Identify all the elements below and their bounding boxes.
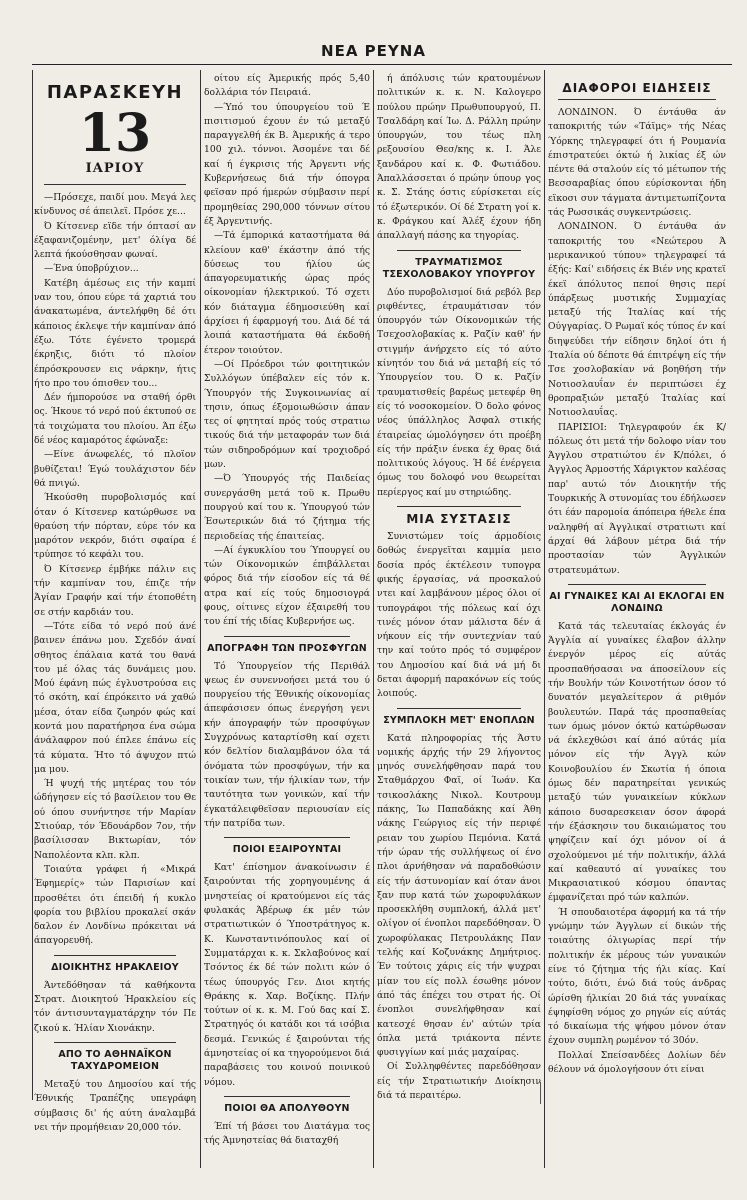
article-paragraph: —Αί έγκυκλίου του Ύπουργεί ου τών Οίκονομικών έπιβάλλεται φόρος διά τήν είσοδον είς τά θέ ατρα καί είς τούς δημοσιογρά φους, οίτινες είχον έξαιρεθή του του έπί τής ιδίας Κυβερνήσε ως. bbox=[204, 544, 370, 628]
divider bbox=[397, 708, 521, 709]
article-paragraph: Έπί τή βάσει του Διατάγμα τος τής Άμνηστείας θά διαταχθή bbox=[204, 1120, 370, 1147]
headline: ΔΙΟΙΚΗΤΗΣ ΗΡΑΚΛΕΙΟΥ bbox=[51, 961, 179, 973]
divider bbox=[54, 1042, 176, 1043]
divider bbox=[397, 506, 521, 507]
headline: ΑΠΟΓΡΑΦΗ ΤΩΝ ΠΡΟΣΦΥΓΩΝ bbox=[207, 642, 367, 654]
article-paragraph: Τό Ύπουργείον τής Περιθάλ ψεως έν συνεννοήσει μετά του ύ πουργείου τής Έθνικής οίκονομίας άπεφάσισεν όπως ένεργήση γενι κήν άπογραφήν τών προσφύγων Συγχρόνως καταρτίσθη καί σχετι κόν δελτίον διαλαμβάνον όλα τά όνόματα τών προσφύγων, τήν κα τοικίαν των, τήν ήλικίαν των, τήν ταυτότητα των γονικών, καί τήν έγκατάλειφθεϊσαν περιουσίαν είς τήν πατρίδα των. bbox=[204, 660, 370, 829]
column-3 bbox=[377, 72, 541, 1192]
article-paragraph: Κατά τάς τελευταίας έκλογάς έν Άγγλία αί γυναίκες έλαβον άλλην ένεργόν μέρος είς αύτάς προσπαθήσασαι να άποσείλουν είς τήν Βουλήν τών Κοινοτήτων όσον τό δυνατόν μεγαλείτερον ά ριθμόν βουλευτών. Παρά τάς προσπαθείας των όμως μόνον όκτώ κατώρθωσαν νά έκλεχθώσι καί άπό αύτάς μία μόνον είς τήν Άγγλ κών Κοινοβουλίου έν Σκωτία ή όποια όμως δέν παρατηρείται γενικώς μεταξύ τών γυναικείων κύκλων κάποιο δυσαρεσκειαν όσον άφορά τήν έξάσκησιν του δικαιώματος του ψηφίζειν καί όχι μόνον οί ά σχολούμενοι μέ τήν πολιτικήν, άλλά καί καθεαυτό αί γυναίκες του Μικρασιατικού κόσμου όπαντας έμφανίζεται πρό τών καλπών. bbox=[548, 620, 726, 904]
article-paragraph: οίτου είς Άμερικής πρός 5,40 δολλάρια τόν Πειραιά. bbox=[204, 73, 370, 99]
headline: ΣΥΜΠΛΟΚΗ ΜΕΤ' ΕΝΟΠΛΩΝ bbox=[383, 714, 535, 726]
article-paragraph: —Ύπό του ύπουργείου τοϋ Έ πισιτισμού έχουν έν τώ μεταξύ παραγγελθή έκ Β. Άμερικής ά τερο 100 χιλ. τόννοι. Άσομένε ται δέ καί ή έγκρισις τής Άργεντι νής Κυβερνήσεως διά τήν όπογρα φεϊσαν πρό ήμερών σύμβασιν περί προμηθείας 290,000 τόννων σίτου έξ Άργεντινής. bbox=[204, 101, 370, 227]
article-paragraph: Συνιστώμεν τοίς άρμοδίοις δοθώς ένεργεϊται καμμία μειο δοσία πρός έκτέλεσιν τυπογρα φικής έργασίας, νά προσκαλού ντει καί λαμβάνουν μέρος όλοι οί τυπογράφοι τής πόλεως καί όχι τινές μόνον όταν μάλιστα δέν ά νήκουν είς τήν συντεχνίαν ταύ την καί τούτο πρός τό συμφέρον του Δημοσίου καί διά νά μή δι δεται άφορμή παρακόνων είς τούς λοιπούς. bbox=[377, 531, 541, 700]
date-day: ΠΑΡΑΣΚΕΥΗ bbox=[46, 82, 184, 103]
article-paragraph: Μεταξύ του Δημοσίου καί τής Έθνικής Τραπέζης υπεγράφη σύμβασις δι' ής αύτη άναλαμβά νει τήν προμήθειαν 20,000 τόν. bbox=[34, 1078, 196, 1133]
article-paragraph: ή άπόλυσις τών κρατουμένων πολιτικών κ. κ. Ν. Καλογερο πούλου πρώην Πρωθυπουργού, Π. Τσαλδάρη καί Ίω. Δ. Ράλλη πρώην ύπουργών, του τέως πλη ρεξουσίου Θεσ/κης κ. Ι. Άλε ξανδάρου καί κ. Φ. Φωτιάδου. Άπαλλάσσεται ό πρώην ύπουρ γος κ. Σ. Στάης όστις εύρίσκεται είς τό έξωτερικόν. Οί δέ Στρατη γοί κ. κ. Φράγκου καί Άλέξ έχουν ήδη άπαλλαγή πάσης κα τηγορίας. bbox=[377, 73, 541, 242]
story-paragraph: Ό Κίτσενερ έμβήκε πάλιν εις τήν καμπίναν του, έπιζε τήν Άγίαν Γραφήν καί τήν έτοποθέτη σε στήν καρδιάν του. bbox=[34, 563, 196, 618]
news-item: ΛΟΝΔΙΝΟΝ. Ό έντάυθα άν ταποκριτής του «Νεώτερου Ά μερικανικού τύπου» τηλεγραφεί τά έξής: Καί' ειδήσεις έκ Βιέν νης κρατεϊ έκεϊ άπόλυτος πεποί θησις περί ύπάρξεως μυστικής Συμμαχίας μεταξύ τής Ίταλίας καί τής Ούγγαρίας. Ό Ρωμαϊ κός τύπος έν καί διηψεύδει τήν είδησιν δηλοί ότι ή Ίταλία ού δέποτε θά έπιτρέψη είς τήν Τσε χοσλοβακίαν νά βοηθήση τήν Νοτιοσλαυΐαν έν περιπτώσει έχ θροπραξιών μεταξύ Ίταλίας καί Νοτιοσλαυΐας. bbox=[548, 221, 726, 419]
story-paragraph: Ό Κίτσενερ εϊδε τήν όπτασί αν έξαφανιζομένην, μετ' όλίγα δέ λεπτά ήκούσθησαν φωναί. bbox=[34, 220, 196, 261]
headline: ΔΙΑΦΟΡΟΙ ΕΙΔΗΣΕΙΣ bbox=[562, 81, 712, 95]
headline: ΑΙ ΓΥΝΑΙΚΕΣ ΚΑΙ ΑΙ ΕΚΛΟΓΑΙ ΕΝ ΛΟΝΔΙΝΩ bbox=[549, 590, 725, 614]
column-rule bbox=[544, 70, 545, 1168]
column-rule bbox=[32, 70, 33, 1100]
column-rule bbox=[200, 70, 201, 1168]
headline: ΤΡΑΥΜΑΤΙΣΜΟΣ ΤΣΕΧΟΛΟΒΑΚΟΥ ΥΠΟΥΡΓΟΥ bbox=[382, 256, 536, 280]
headline: ΑΠΟ ΤΟ ΑΘΗΝΑΪΚΟΝ ΤΑΧΥΔΡΟΜΕΙΟΝ bbox=[58, 1048, 172, 1072]
column-2 bbox=[204, 72, 370, 1192]
story-paragraph: —Τότε είδα τό νερό πού άνέ βαινεν έπάνω μου. Σχεδόν άναί σθητος έπάλαια κατά του θανά του μέ όλας τάς δυνάμεις μου. Μού έφάνη πώς έγλυστρούσα εις τό σκότη, καί έπρόκειτο νά χαθώ μέσα, όταν είδα ζωηρόν φώς καί κοντά μου παρατήρησα ένα σώμα άνάλαφρον πού έπλεε έπάνω είς τά κύματα. Ήτο τό άψυχον πτώ μα μου. bbox=[34, 620, 196, 775]
article-paragraph: Κατ' έπίσημον άνακοίνωσιν έ ξαιρούνται τής χορηγουμένης ά μνηστείας οί κρατούμενοι είς τάς φυλακάς Άβέρωφ έκ μέν τών στρατιωτικών ό Ύποστράτηγος κ. Κ. Κωνσταντινόπουλος καί οί Συμματάρχαι κ. κ. Σκλαβούνος καί Τσόντος έκ δέ τών πολιτι κών ό τέως ύπουργός Γεν. Διοι κητής Θράκης κ. Χαρ. Βοζίκης. Πλήν τούτων οί κ. κ. Μ. Γού δας καί Σ. Στρατηγός όι κατάδι κοι τά ισόβια δεσμά. Γενικώς έ ξαιρούνται τής άμνηστείας οί κα τηγορούμενοι διά παραβάσεις του κοινού ποινικού νόμου. bbox=[204, 862, 370, 1088]
story-paragraph: Ή ψυχή τής μητέρας του τόν ώδήγησεν είς τό βασίλειον του Θε ού όπου συνήντησε τήν Μαρίαν Στιούαρ, τόν Έδουάρδον 7ον, τήν βασίλισσαν Βικτωρίαν, τόν Ναπολέοντα κλπ. κλπ. bbox=[34, 778, 196, 861]
news-item: ΛΟΝΔΙΝΟΝ. Ό έντάυθα άν ταποκριτής τών «Τάϊμς» τής Νέας Ύόρκης τηλεγραφεί ότι ή Ρουμανία έπιστρατεύει όκτώ ή λικίας έξ ών πέντε θά σταλούν είς τό μέτωπον τής Βεσσαραβίας όπου εύρίσκονται ήδη εϊκοσι συν τάγματα άντιμετωπίζοντα τάς Ρωσσικάς συγκεντρώσεις. bbox=[548, 107, 726, 219]
article-paragraph: —Ό Ύπουργός τής Παιδείας συνεργάσθη μετά τοϋ κ. Πρωθυ πουργού καί του κ. Ύπουργού τών Έσωτερικών διά τό ζήτημα τής περιοδείας τής έπαιτείας. bbox=[204, 473, 370, 542]
divider bbox=[224, 837, 350, 838]
divider bbox=[224, 1096, 350, 1097]
article-paragraph: —Τά έμπορικά καταστήματα θά κλείουν καθ' έκάστην άπό τής δύσεως του ήλίου ώς άπαγορευματικής ώρας πρός οίκονομίαν ήλεκτρικού. Τό σχετι κόν διάταγμα έδημοσιεύθη καί άρχίσει ή έφαρμογή του. Διά δέ τά λοιπά καταστήματα θά έκδοθή έτερον τοιούτον. bbox=[204, 230, 370, 356]
date-month: ΙΑΡΙΟΥ bbox=[85, 161, 145, 176]
story-paragraph: —Είνε άνωφελές, τό πλοϊον βυθίζεται! Έγώ τουλάχιστον δέν θά πνιγώ. bbox=[34, 449, 196, 489]
divider bbox=[54, 955, 176, 956]
story-paragraph: Ήκούσθη πυροβολισμός καί όταν ό Κίτσενερ κατώρθωσε να θραύση τήν πόρταν, εύρε τόν κα μαρότον νεκρόν, διότι σφαίρα έ τρύπησε τό κεφάλι του. bbox=[34, 492, 196, 561]
masthead-title: ΝΕΑ ΡΕΥΝΑ bbox=[321, 42, 426, 60]
headline: ΠΟΙΟΙ ΘΑ ΑΠΟΛΥΘΟΥΝ bbox=[224, 1102, 350, 1114]
column-4 bbox=[548, 72, 726, 1192]
divider bbox=[397, 250, 521, 251]
column-1 bbox=[34, 72, 196, 1192]
news-item: ΠΑΡΙΣΙΟΙ: Τηλεγραφούν έκ Κ/πόλεως ότι μετά τήν δολοφο νίαν του Άγγλου στρατιώτου έν Κ/πόλει, ό Άγγλος Άρμοστής Χάριγκτον καλέσας παρ' αυτώ τόν Διοικητήν τής Τουρκικής Ά στυνομίας του έδήλωσεν ότι έάν παρομοία άπόπειρα ήθελε έπα ναληφθή αί Άγγλικαί στρατιωτι καί άρχαί θά λάβουν μέτρα διά τήν προστασίαν τών Άγγλικών στρατευμάτων. bbox=[548, 421, 726, 576]
margin-mark bbox=[540, 1082, 544, 1104]
headline: ΠΟΙΟΙ ΕΞΑΙΡΟΥΝΤΑΙ bbox=[232, 844, 342, 856]
column-rule bbox=[373, 70, 374, 1168]
article-paragraph: Άντεδόθησαν τά καθήκοντα Στρατ. Διοικητού Ήρακλείου είς τόν άντισυνταγματάρχην τόν Πε ζικού κ. Ήλίαν Χιονάκην. bbox=[34, 979, 196, 1034]
story-paragraph: —Ένα ύποβρύχιον... bbox=[44, 263, 139, 275]
story-paragraph: Τοιαύτα γράφει ή «Μικρά Έφημερίς» τών Παρισίων καί προσθέτει ότι έπειδή ή κυκλο φορία του βιβλίου προκαλεί σκάν δαλον έν Λονδίνω πρόκειται νά άπαγορευθή. bbox=[34, 863, 196, 947]
divider bbox=[224, 636, 350, 637]
story-paragraph: Δέν ήμπορούσε να σταθή όρθι ος. Ήκουε τό νερό πού έκτυπού σε τά τοιχώματα του πλοίου. Άπ έξω δέ νέος καμαρότος έφώναξε: bbox=[34, 392, 196, 447]
divider bbox=[568, 584, 706, 585]
story-paragraph: Κατέβη άμέσως εις τήν καμπί ναν του, όπου εύρε τά χαρτιά του άνακατωμένα, άντελήφθη δέ ότι κάποιος έκλεψε τήν καμπίναν άπό έξω. Τότε έγένετο τρομερά έκρηξις, διότι τό πλοίον έπρόσκρουσεν εις νάρκην, ήτις ήτο προ του όπισθεν του... bbox=[34, 277, 196, 389]
date-number: 13 bbox=[78, 103, 152, 164]
article-paragraph: Οί Συλληφθέντες παρεδόθησαν είς τήν Στρατιωτικήν Διοίκησιν διά τά περαιτέρω. bbox=[377, 1061, 541, 1101]
headline: ΜΙΑ ΣΥΣΤΑΣΙΣ bbox=[406, 512, 512, 527]
story-paragraph: —Πρόσεχε, παιδί μου. Μεγά λες κίνδυνος σέ άπειλεϊ. Πρόσε χε... bbox=[34, 192, 196, 218]
masthead-rule bbox=[32, 64, 732, 65]
article-paragraph: Ή σπουδαιοτέρα άφορμή κα τά τήν γνώμην τών Άγγλων εί δικών τής τοιαύτης όλιγωρίας περί τήν πολιτικήν έκ μέρους τών γυναικών είνε τό ζήτημα τής ήλι κίας. Καί τούτο, διότι, ένώ διά τούς άνδρας ώρίσθη ήλικίαι 20 διά τάς γυναίκας έψηφίσθη νόμος χο ρηγών είς αύτάς τό δικαίωμα τής ψήφου μόνον όταν έχουν συμπλη ρωμένον τό 30όν. bbox=[548, 906, 726, 1047]
article-paragraph: Κατά πληροφορίας τής Άστυ νομικής άρχής τήν 29 λήγοντος μηνός συνελήφθησαν παρά του Σταθμάρχου Φαϊ, οί Ίωάν. Κα τσικοσλάκης Νικολ. Κουτρουμ πάκης, Ίω Παπαδάκης καί Άθη νάκης Γεώργιος είς τήν περιφέ ρειαν του χωρίου Πεμόνια. Κατά τήν ώραν τής συλλήψεως οί ένο πλοι άρνήθησαν νά παραδοθώσιν είς τήν άστυνομίαν καί όταν άνοι ξαν πυρ κατά τών χωροφυλάκων προσεκλήθη συμπλοκή, άλλά μετ' ολίγον οί ένοπλοι παρεδόθησαν. Ό χωροφύλακας Πετρουλάκης Παν τελής καί Κοζυνάκης Δημήτριος. Έν τούτοις χάρις είς τήν ψυχραι μίαν του είς πολλ έσωθηε μόνον άπό τάς έπέχει του στρατ ής. Οί ένοπλοι συνελήφθησαν καί κατεσχέ θησαν έν' αύτών τρία όπλα μετά τριάκοντα πέντε φυσιγγίων καί μιάς μαχαίρας. bbox=[377, 732, 541, 1059]
article-paragraph: Πολλαί Σπείσανδέες Δολίων δέν θέλουν νά όμολογήσουν ότι είναι bbox=[548, 1049, 726, 1075]
article-paragraph: Δύο πυροβολισμοί διά ρεβόλ βερ ριφθέντες, έτραυμάτισαν τόν ύπουργόν τών Οίκονομικών τής Τσεχοσλοβακίας κ. Ραζίν καθ' ήν στιγμήν άνήρχετο είς τό αύτο κίνητόν του διά νά μεταβή είς τό Ύπουργείον του. Ό κ. Ραζίν τραυματισθείς βαρέως μετεφέρ θη είς τό νοσοκομείον. Ό δολο φόνος νέος ύπάλληλος Άσφαλ στικής έταιρείας ώμολόγησεν ότι προέβη είς τήν πράξιν ένεκα έχ θρας διά πολιτικούς λόγους. Ή δέ ένέργεια όμως του δολοφό νου θεωρείται περίεργος καί μυ στηριώδης. bbox=[377, 286, 541, 498]
article-paragraph: —Οί Πρόεδροι τών φοιτητικών Συλλόγων ύπέβαλεν είς τόν κ. Ύπουργόν τής Συγκοινωνίας αί τησιν, όπως έξομοιωθώσιν άπαν τες οί φητηταί πρός τούς στρατιω τικούς διά τήν μεταφοράν των διά τών σιδηροδρόμων καί τροχιοδρό μων. bbox=[204, 358, 370, 471]
